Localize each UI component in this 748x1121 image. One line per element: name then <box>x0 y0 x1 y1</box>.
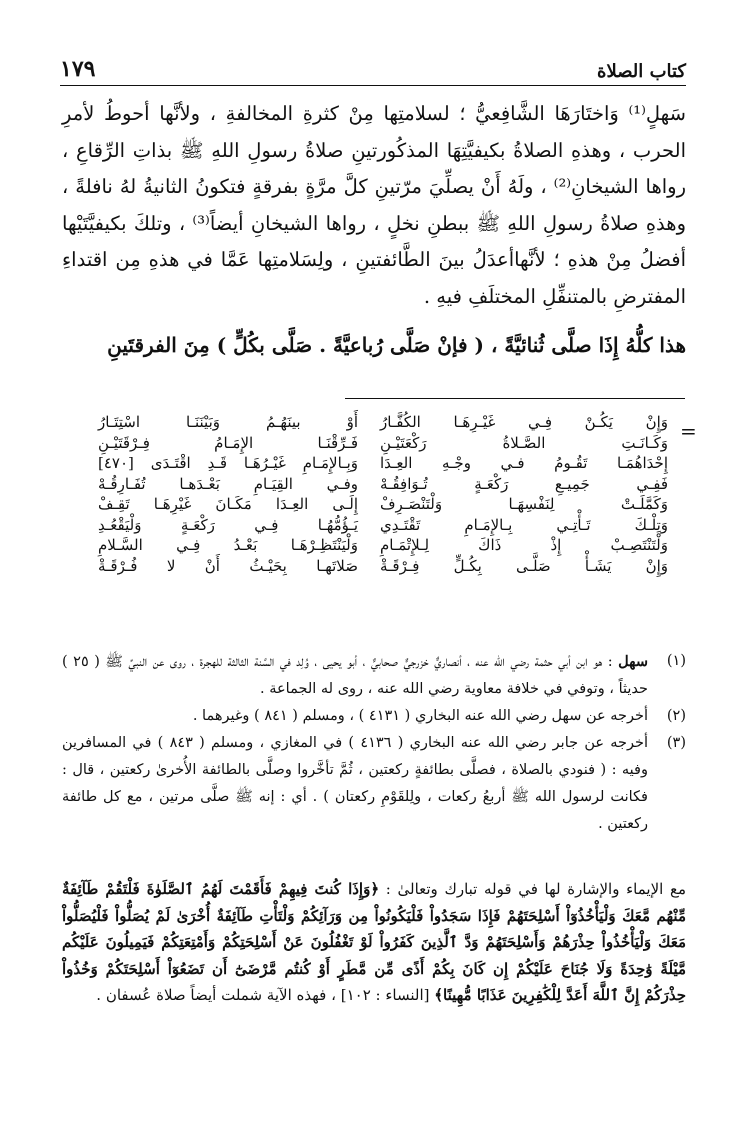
verse-first-half: وَلْتَنْتَصِـبْ إِذْ ذَاكَ لِـلإِتْمَـامِ <box>380 536 668 554</box>
footnote-marker: (١) <box>666 653 686 669</box>
footnote-text: أخرجه عن سهل رضي الله عنه البخاري ( ٤١٣١ ) ، ومسلم ( ٨٤١ ) وغيرهما . <box>192 708 648 724</box>
verse-first-half: فَفِـي جَمِيـعِ رَكْعَـةٍ تُـوَافِقُـهْ <box>380 474 668 493</box>
page-number: ١٧٩ <box>60 56 96 82</box>
quran-verse: ﴿وَإِذَا كُنتَ فِيهِمْ فَأَقَمْتَ لَهُمُ ٱلصَّلَوٰةَ فَلْتَقُمْ طَآئِفَةٌ مِّنْهُم مَّعَكَ وَلْيَأْخُذُوٓاْ أَسْلِحَتَهُمْ فَإِذَا سَجَدُواْ فَلْيَكُونُواْ مِن وَرَآئِكُمْ وَلْتَأْتِ طَآئِفَةٌ أُخْرَىٰ لَمْ يُصَلُّواْ فَلْيُصَلُّواْ مَعَكَ وَلْيَأْخُذُواْ حِذْرَهُمْ وَأَسْلِحَتَهُمْ وَدَّ ٱلَّذِينَ كَفَرُواْ لَوْ تَغْفُلُونَ عَنْ أَسْلِحَتِكُمْ وَأَمْتِعَتِكُمْ فَيَمِيلُونَ عَلَيْكُم مَّيْلَةً وَٰحِدَةً وَلَا جُنَاحَ عَلَيْكُمْ إِن كَانَ بِكُمْ أَذًى مِّن مَّطَرٍ أَوْ كُنتُم مَّرْضَىٰٓ أَن تَضَعُوٓاْ أَسْلِحَتَكُمْ وَخُذُواْ حِذْرَكُمْ إِنَّ ٱللَّهَ أَعَدَّ لِلْكَٰفِرِينَ عَذَابًا مُّهِينًا﴾ <box>62 880 686 1004</box>
continuation-mark: = <box>680 419 697 443</box>
poem-verse <box>98 535 668 556</box>
footnote-marker: (٢) <box>666 708 686 724</box>
verse-first-half: وَإِنْ يَكُـنْ فِـي غَيْـرِهَـا الكُفَّـارُ <box>380 413 668 431</box>
poem-verse <box>98 453 668 474</box>
poem <box>98 412 668 576</box>
poem-verse <box>98 474 668 495</box>
main-text <box>62 96 686 315</box>
page-header <box>60 52 686 86</box>
verse-first-half: وَتِلْـكَ تَـأْتِـي بِـالإِمَـامِ تَقْتَـدِي <box>380 515 668 534</box>
footnote <box>62 730 686 838</box>
footnote-continuation <box>62 876 686 1009</box>
footnote-text <box>62 648 648 703</box>
footnote-keyword: سهل <box>618 653 648 670</box>
verse-second-half: فَـرِّقْنَـا الإِمَـامُ فِـرْقَتَيْـنِ <box>98 433 358 452</box>
verse-second-half: وفـي القِيَـامِ بَعْـدَهـا تُفَـارِقُـهْ <box>98 474 358 493</box>
verse-first-half: وَكَمَّلَـتْ لِنَفْسِهَـا وَلْتَنْصَـرِفْ <box>380 495 668 513</box>
verse-first-half: إِحْدَاهُمَـا تَقُـومُ فـي وجْـهِ العِـدَا <box>380 454 668 472</box>
footnote-marker: (٣) <box>666 735 686 751</box>
verse-reference: [النساء : ١٠٢] ، فهذه الآية شملت أيضاً صلاة عُسفان . <box>96 986 435 1004</box>
continuation-intro: مع الإيماء والإشارة لها في قوله تبارك وتعالىٰ : <box>379 880 686 898</box>
verse-second-half: وَلْيَنْتَظِـرْهَـا بَعْـدُ فِـي السَّـلامِ <box>98 536 358 554</box>
footnote <box>62 703 686 730</box>
footnote-body: : هو ابن أبي حثمة رضي الله عنه ، أنصاريٌّ خزرجيٌّ صحابيٌّ ، أبو يحيى ، وُلِد في السَّنة الثالثة للهجرة ، روى عن النبيِّ ﷺ ( ٢٥ ) حديثاً ، وتوفي في خلافة معاوية رضي الله عنه ، روى له الجماعة . <box>62 654 648 697</box>
book-title: كتاب الصلاة <box>597 61 686 82</box>
poem-verse <box>98 515 668 536</box>
verse-second-half: يَـؤُمُّهُـا فِـي رَكْعَـةٍ وَلْيَقْعُـدِ <box>98 515 358 534</box>
poem-verse <box>98 433 668 454</box>
verse-first-half: وَإِنْ يَشَـأْ صَلَّـى بِكُـلٍّ فِـرْقَـةْ <box>380 556 668 575</box>
footnote <box>62 648 686 703</box>
poem-verse <box>98 412 668 433</box>
footnote-text: أخرجه عن جابر رضي الله عنه البخاري ( ٤١٣٦ ) في المغازي ، ومسلم ( ٨٤٣ ) في المسافرين وفيه : ( فنودي بالصلاة ، فصلَّى بطائفةٍ ركعتين ، ثُمَّ تأخَّروا وصلَّى بالطائفة الأُخرىٰ ركعتين ، قال : فكانت لرسول الله ﷺ أربعُ ركعات ، ولِلقَوْمِ ركعتان ) . أي : إنه ﷺ صلَّى مرتين ، مع كل طائفة ركعتين . <box>62 735 648 832</box>
verse-second-half: وَبِـالإِمَـامِ غَيْـرُهَـا قَـدِ اقْتَـدَى [٤٧٠] <box>98 454 358 472</box>
verse-first-half: وَكَـانَـتِ الصَّـلاةُ رَكْعَتَيْـنِ <box>380 433 668 452</box>
verse-second-half: إِلَـى العِـدَا مَكَـانَ غَيْرِهَـا تَقِـفْ <box>98 495 358 513</box>
main-paragraph: سَهلٍ⁽¹⁾ وَاختَارَهَا الشَّافِعيُّ ؛ لسلامتِها مِنْ كثرةِ المخالفةِ ، ولأنَّها أحوطُ لأمرِ الحرب ، وهذهِ الصلاةُ بكيفيَّتِهَا المذكُورتينِ صلاةُ رسولِ اللهِ ﷺ بذاتِ الرِّقاعِ ، رواها الشيخانِ⁽²⁾ ، ولَهُ أَنْ يصلِّيَ مرّتينِ كلَّ مرَّةٍ بفرقةٍ فتكونُ الثانيةُ لهُ نافلةً ، وهذهِ صلاةُ رسولِ اللهِ ﷺ ببطنِ نخلٍ ، رواها الشيخانِ أيضاً⁽³⁾ ، وتلكَ بكيفيَّتَيْها أفضلُ مِنْ هذهِ ؛ لأنَّهاأعدَلُ بينَ الطَّائفتينِ ، ولِسَلامتِها عَمَّا في هذهِ مِن اقتداءِ المفترضِ بالمتنفِّلِ المختلَفِ فيهِ . <box>62 102 686 308</box>
matn-line: هذا كلُّهُ إِذَا صلَّى ثُنائيَّةً ، ( فإنْ صَلَّى رُباعيَّةً . صَلَّى بكُلٍّ ) مِنَ الفرقتَينِ <box>107 333 686 357</box>
verse-second-half: أَوْ بينَهُـمُ وَبَيْنَنَـا اسْتِتَـارُ <box>98 413 358 431</box>
verse-second-half: صَلاتَهـا بِحَيْـثُ أَنْ لا فُـرْقَـةْ <box>98 556 358 575</box>
footnotes <box>62 648 686 838</box>
separator-line <box>345 398 685 399</box>
poem-verse <box>98 494 668 515</box>
poem-verse <box>98 556 668 577</box>
